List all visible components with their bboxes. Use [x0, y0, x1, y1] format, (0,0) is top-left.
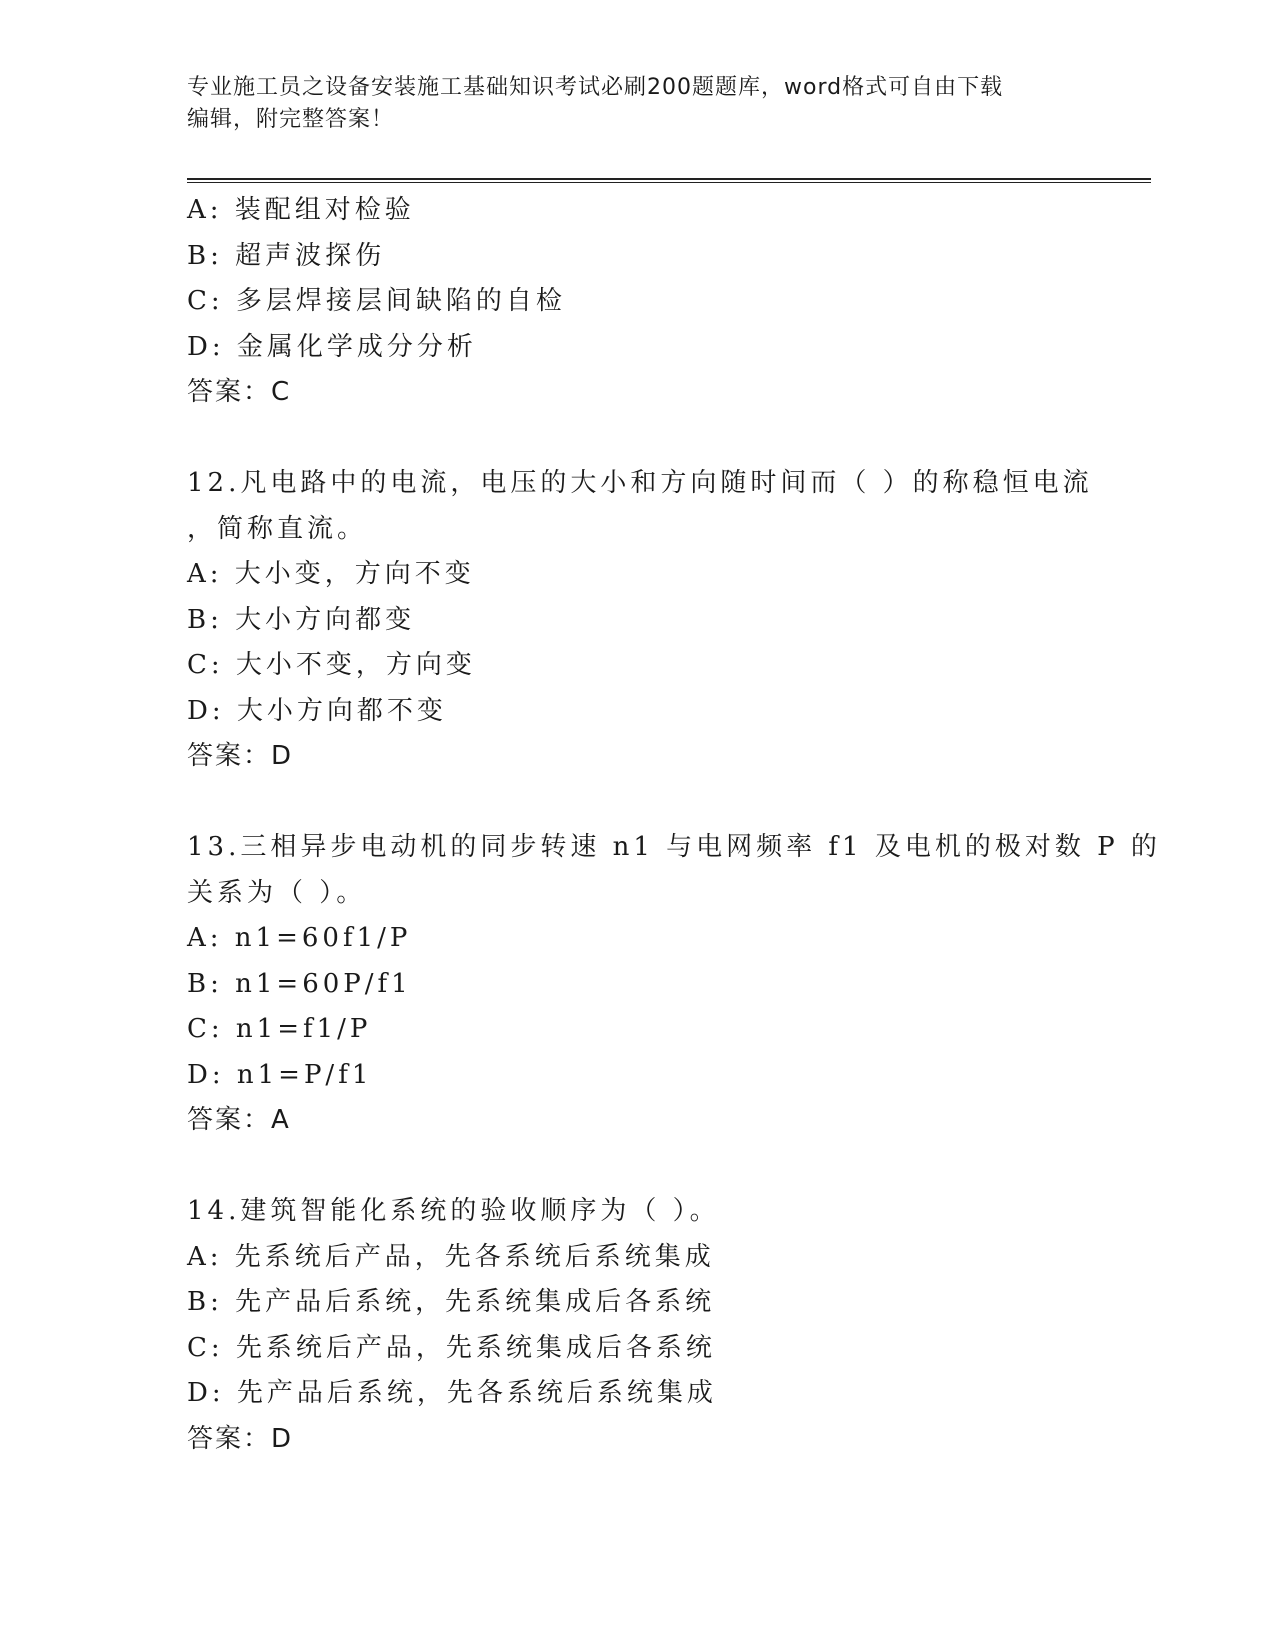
option-b: B: n1=60P/f1: [187, 968, 412, 999]
option-c: C: 先系统后产品，先系统集成后各系统: [187, 1332, 716, 1363]
option-a: A: 装配组对检验: [187, 195, 415, 225]
question-stem: 12.凡电路中的电流，电压的大小和方向随时间而（ ）的称稳恒电流: [187, 468, 1093, 498]
option-a: A: 大小变，方向不变: [187, 559, 475, 589]
page-header: [187, 72, 1087, 136]
spacer: [187, 1144, 1107, 1190]
answer: 答案：A: [187, 1105, 291, 1135]
header-divider: [187, 178, 1151, 183]
answer: 答案：C: [187, 377, 292, 407]
option-d: D: 金属化学成分分析: [187, 331, 477, 362]
question-12: [187, 461, 1107, 780]
option-c: C: 多层焊接层间缺陷的自检: [187, 286, 566, 316]
option-c: C: n1=f1/P: [187, 1014, 372, 1044]
option-a: A: 先系统后产品，先各系统后系统集成: [187, 1241, 715, 1272]
option-d: D: n1=P/f1: [187, 1059, 373, 1090]
option-b: B: 先产品后系统，先系统集成后各系统: [187, 1287, 716, 1317]
question-stem-continued: ，简称直流。: [187, 513, 368, 544]
question-14: [187, 1189, 1107, 1462]
question-stem-continued: 关系为（ ）。: [187, 877, 367, 908]
header-line-1: 专业施工员之设备安装施工基础知识考试必刷200题题库，word格式可自由下载: [187, 75, 1004, 100]
option-c: C: 大小不变，方向变: [187, 650, 476, 680]
question-stem: 14.建筑智能化系统的验收顺序为（ ）。: [187, 1196, 720, 1226]
option-b: B: 超声波探伤: [187, 240, 386, 271]
option-d: D: 先产品后系统，先各系统后系统集成: [187, 1378, 717, 1408]
answer: 答案：D: [187, 741, 294, 771]
question-list: [187, 188, 1161, 1462]
header-line-2: 编辑，附完整答案！: [187, 107, 395, 132]
option-a: A: n1=60f1/P: [187, 923, 412, 953]
question-stem: 13.三相异步电动机的同步转速 n1 与电网频率 f1 及电机的极对数 P 的: [187, 832, 1161, 862]
option-d: D: 大小方向都不变: [187, 695, 447, 726]
question-11: [187, 188, 1107, 416]
spacer: [187, 416, 1107, 462]
option-b: B: 大小方向都变: [187, 604, 416, 635]
spacer: [187, 780, 1107, 826]
question-13: [187, 825, 1161, 1144]
answer: 答案：D: [187, 1423, 294, 1454]
